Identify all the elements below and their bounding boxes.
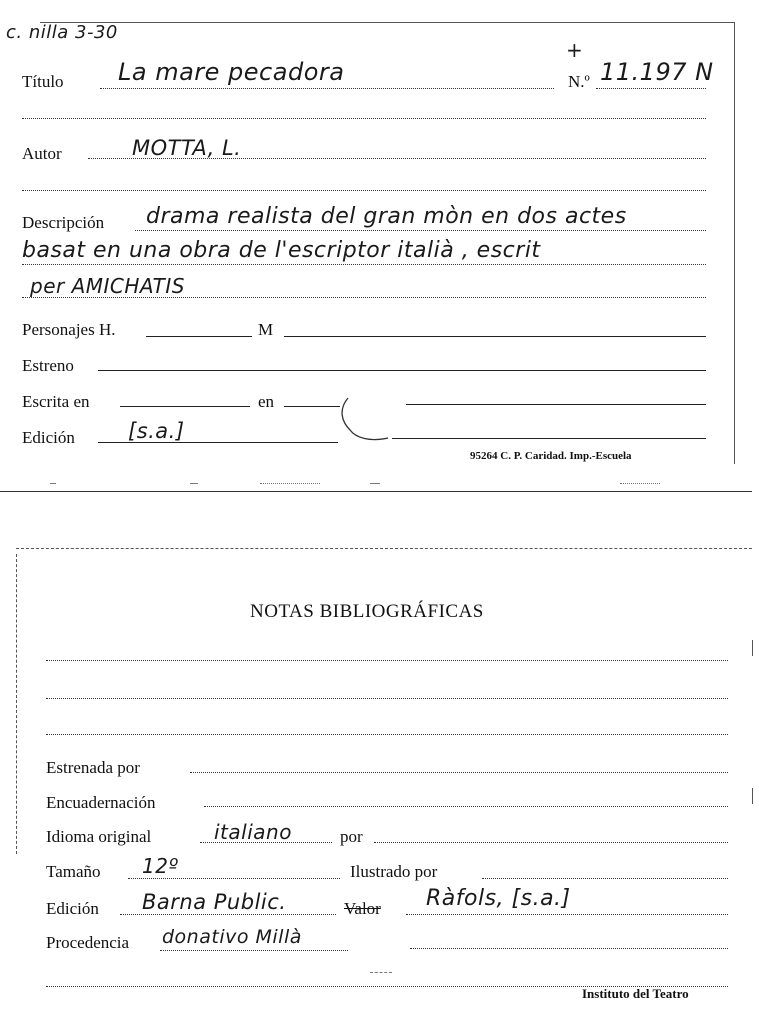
back-edition-value: Barna Public. xyxy=(142,890,287,914)
edition-value: [s.a.] xyxy=(128,419,185,443)
card-top-border xyxy=(16,548,752,549)
scan-mark xyxy=(190,483,198,484)
number-value: 11.197 N xyxy=(600,58,714,86)
title-label: Título xyxy=(22,72,64,91)
characters-h-line xyxy=(146,336,252,337)
illustrated-line xyxy=(482,878,728,879)
written-line-1 xyxy=(120,406,250,407)
card-left-border xyxy=(16,554,17,854)
description-text-1: drama realista del gran mòn en dos actes xyxy=(146,204,627,229)
size-label: Tamaño xyxy=(46,862,101,881)
notes-line-2 xyxy=(46,698,728,699)
notes-line-1 xyxy=(46,660,728,661)
notes-heading: NOTAS BIBLIOGRÁFICAS xyxy=(250,601,484,622)
binding-line xyxy=(204,806,728,807)
card-right-border xyxy=(734,22,735,464)
back-edition-label: Edición xyxy=(46,899,99,918)
provenance-line xyxy=(160,950,348,951)
number-line xyxy=(596,88,706,89)
original-language-label: Idioma original xyxy=(46,827,152,846)
author-value: MOTTA, L. xyxy=(132,136,242,160)
description-text-2: basat en una obra de l'escriptor italià , escrit xyxy=(22,238,541,263)
author-extra-line xyxy=(22,190,706,191)
size-value: 12º xyxy=(142,854,179,878)
printer-note: 95264 C. P. Caridad. Imp.-Escuela xyxy=(470,450,632,462)
corner-note: c. nilla 3-30 xyxy=(6,22,118,43)
original-language-value: italiano xyxy=(214,820,292,844)
provenance-label: Procedencia xyxy=(46,933,130,952)
description-line-1 xyxy=(135,230,706,231)
written-label: Escrita en xyxy=(22,392,90,411)
characters-m-label: M xyxy=(258,320,274,339)
scan-mark xyxy=(370,972,392,973)
back-edition-line xyxy=(120,914,336,915)
description-label: Descripción xyxy=(22,213,105,232)
size-line xyxy=(128,878,340,879)
plus-mark: + xyxy=(566,38,584,62)
premiered-by-label: Estrenada por xyxy=(46,758,140,777)
punch-hole-mark xyxy=(336,392,396,448)
scan-mark xyxy=(370,483,380,484)
premiere-label: Estreno xyxy=(22,356,74,375)
edition-line-2 xyxy=(392,438,706,439)
edition-label: Edición xyxy=(22,428,75,447)
card-right-edge-mark xyxy=(752,640,753,656)
title-value: La mare pecadora xyxy=(118,58,345,86)
premiered-by-line xyxy=(190,772,728,773)
title-line xyxy=(100,88,554,89)
characters-label: Personajes H. xyxy=(22,320,116,339)
catalog-card-front xyxy=(0,0,759,500)
written-line-3 xyxy=(406,404,706,405)
card-bottom-edge xyxy=(0,491,752,492)
illustrated-label: Ilustrado por xyxy=(350,862,438,881)
characters-m-line xyxy=(284,336,706,337)
by-label: por xyxy=(340,827,363,846)
number-label: N.º xyxy=(568,72,590,91)
by-line xyxy=(374,842,728,843)
provenance-value: donativo Millà xyxy=(162,926,302,948)
title-extra-line xyxy=(22,118,706,119)
scan-mark xyxy=(620,483,660,484)
premiere-line xyxy=(98,370,706,371)
publisher-value: Ràfols, [s.a.] xyxy=(426,886,571,911)
value-label: Valor xyxy=(344,899,381,918)
scan-mark xyxy=(50,483,56,484)
institution-name: Instituto del Teatro xyxy=(582,986,689,1001)
description-line-2 xyxy=(22,264,706,265)
notes-line-3 xyxy=(46,734,728,735)
binding-label: Encuadernación xyxy=(46,793,156,812)
provenance-extra-line xyxy=(410,948,728,949)
value-line xyxy=(406,914,728,915)
description-text-3: per AMICHATIS xyxy=(30,274,185,298)
written-line-2 xyxy=(284,406,340,407)
card-right-edge-mark xyxy=(752,788,753,804)
card-top-border xyxy=(40,22,734,23)
author-label: Autor xyxy=(22,144,62,163)
scan-mark xyxy=(260,483,320,484)
catalog-card-back xyxy=(0,540,759,1028)
written-en-label: en xyxy=(258,392,275,411)
